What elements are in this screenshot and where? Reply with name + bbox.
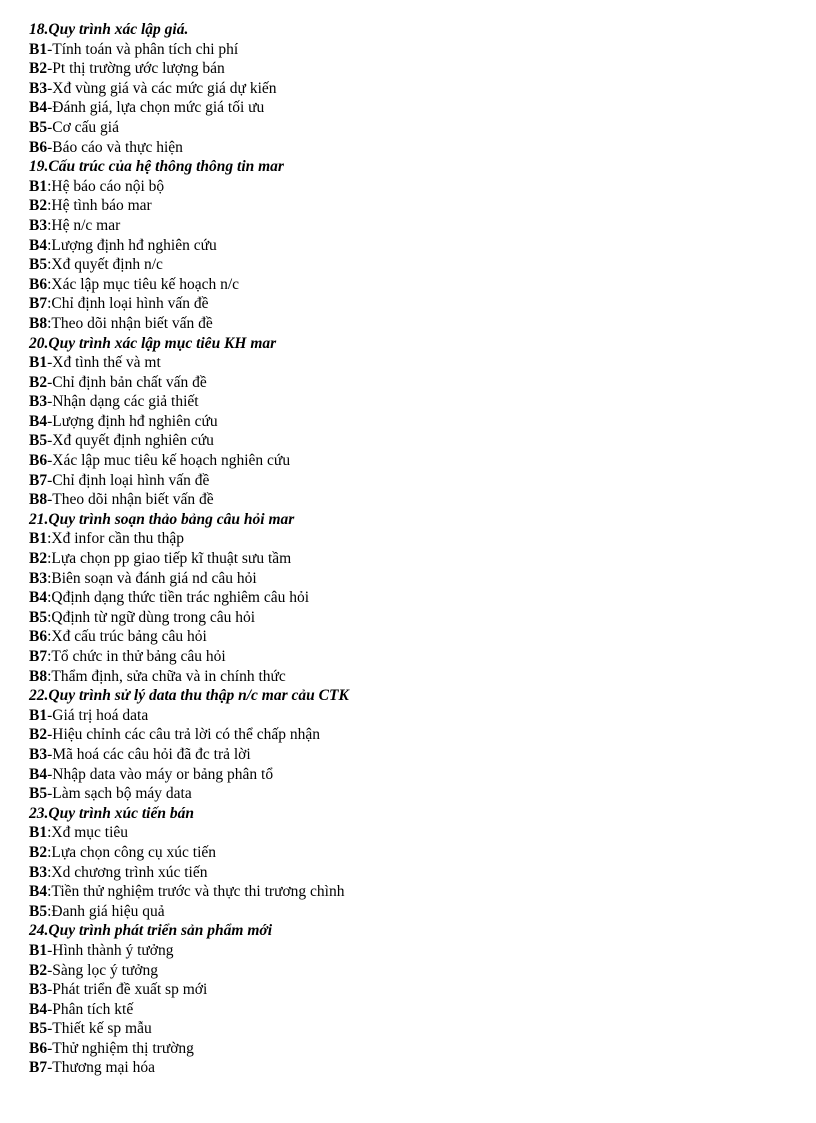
step-code: B4 [29, 99, 48, 117]
step-separator: : [47, 314, 52, 332]
step-separator: : [47, 628, 52, 646]
step-code: B1 [29, 706, 48, 724]
step-text: Lượng định hđ nghiên cứu [52, 412, 218, 430]
step-text: Theo dõi nhận biết vấn đề [51, 314, 213, 332]
step-text: Theo dõi nhận biết vấn đề [52, 491, 214, 509]
step-text: Thiết kế sp mẫu [52, 1020, 152, 1038]
step-separator: - [47, 785, 53, 803]
step-item [29, 412, 799, 432]
step-text: Xđ vùng giá và các mức giá dự kiến [52, 79, 277, 97]
step-item [29, 471, 799, 491]
step-text: Chỉ định loại hình vấn đề [51, 295, 209, 313]
step-code: B6 [29, 452, 48, 470]
step-item [29, 255, 799, 275]
step-item [29, 784, 799, 804]
step-item [29, 941, 799, 961]
step-text: Hiệu chỉnh các câu trả lời có thể chấp nhận [52, 726, 320, 744]
step-separator: - [47, 941, 53, 959]
step-code: B7 [29, 1059, 48, 1077]
section-heading: 22.Quy trình sử lý data thu thập n/c mar cảu CTK [29, 687, 349, 705]
section-heading: 19.Cấu trúc của hệ thông thông tin mar [29, 158, 284, 176]
step-separator: : [47, 275, 52, 293]
step-separator: - [47, 79, 53, 97]
step-code: B5 [29, 1020, 48, 1038]
step-code: B6 [29, 138, 48, 156]
step-text: Báo cáo và thực hiện [52, 138, 183, 156]
step-code: B5 [29, 608, 48, 626]
step-separator: - [47, 1000, 53, 1018]
step-code: B2 [29, 373, 48, 391]
step-item [29, 118, 799, 138]
step-text: Chỉ định bản chất vấn đề [52, 373, 207, 391]
step-text: Hình thành ý tưởng [52, 941, 174, 959]
step-code: B6 [29, 275, 48, 293]
step-text: Nhập data vào máy or bảng phân tổ [52, 765, 274, 783]
step-text: Sàng lọc ý tưởng [52, 961, 158, 979]
step-code: B3 [29, 79, 48, 97]
step-code: B1 [29, 530, 48, 548]
step-item [29, 1058, 799, 1078]
step-separator: - [47, 40, 53, 58]
section-heading: 18.Quy trình xác lập giá. [29, 21, 189, 38]
step-item [29, 980, 799, 1000]
step-item [29, 745, 799, 765]
step-text: Lựa chọn pp giao tiếp kĩ thuật sưu tầm [51, 550, 292, 568]
step-text: Thử nghiệm thị trường [52, 1039, 194, 1057]
step-separator: : [47, 256, 52, 274]
step-code: B1 [29, 177, 48, 195]
step-text: Nhận dạng các giả thiết [52, 393, 199, 411]
step-text: Tổ chức in thử bảng câu hỏi [51, 648, 226, 665]
step-text: Xđ tình thế và mt [52, 354, 161, 372]
step-code: B3 [29, 216, 48, 234]
step-separator: - [47, 432, 53, 450]
step-text: Xđ infor cần thu thập [51, 530, 184, 548]
step-separator: - [47, 981, 53, 999]
step-code: B4 [29, 765, 48, 783]
step-separator: : [47, 197, 52, 215]
step-item [29, 882, 799, 902]
step-separator: - [47, 412, 53, 430]
step-separator: - [47, 118, 53, 136]
step-item [29, 588, 799, 608]
step-separator: - [47, 354, 53, 372]
step-text: Tính toán và phân tích chi phí [52, 40, 239, 58]
step-separator: - [47, 452, 53, 470]
step-code: B3 [29, 745, 48, 763]
step-code: B4 [29, 883, 48, 901]
step-item [29, 196, 799, 216]
step-text: Xác lập mục tiêu kế hoạch n/c [51, 275, 240, 293]
step-text: Qđịnh từ ngữ dùng trong câu hỏi [51, 608, 256, 626]
step-item [29, 1000, 799, 1020]
step-code: B3 [29, 569, 48, 587]
step-item [29, 863, 799, 883]
step-item [29, 314, 799, 334]
step-code: B5 [29, 432, 48, 450]
step-separator: - [47, 1039, 53, 1057]
document-body [29, 20, 799, 1078]
step-separator: : [47, 902, 52, 920]
step-separator: - [47, 726, 53, 744]
step-text: Giá trị hoá data [52, 706, 149, 724]
step-text: Tiền thử nghiệm trước và thực thi trương chình [51, 883, 345, 901]
step-separator: - [47, 706, 53, 724]
section-heading: 23.Quy trình xúc tiến bán [29, 804, 194, 822]
step-separator: - [47, 745, 53, 763]
step-separator: : [47, 843, 52, 861]
step-item [29, 138, 799, 158]
step-text: Thương mại hóa [52, 1059, 155, 1077]
step-separator: : [47, 589, 52, 607]
section-heading: 20.Quy trình xác lập mục tiêu KH mar [29, 334, 277, 352]
step-code: B4 [29, 236, 48, 254]
step-item [29, 529, 799, 549]
step-item [29, 40, 799, 60]
step-item [29, 490, 799, 510]
step-separator: : [47, 863, 52, 881]
step-separator: : [47, 667, 52, 685]
step-item [29, 725, 799, 745]
step-item [29, 627, 799, 647]
step-item [29, 373, 799, 393]
step-text: Hệ tình báo mar [51, 197, 152, 215]
step-code: B2 [29, 60, 48, 78]
step-code: B3 [29, 981, 48, 999]
step-separator: : [47, 216, 52, 234]
step-text: Làm sạch bộ máy data [52, 785, 192, 803]
step-text: Cơ cấu giá [52, 118, 119, 136]
step-code: B1 [29, 40, 48, 58]
step-item [29, 843, 799, 863]
step-separator: : [47, 569, 52, 587]
step-code: B5 [29, 118, 48, 136]
step-code: B7 [29, 648, 48, 665]
step-item [29, 236, 799, 256]
step-item [29, 431, 799, 451]
step-separator: - [47, 138, 53, 156]
step-item [29, 177, 799, 197]
step-text: Lựa chọn công cụ xúc tiến [51, 843, 217, 861]
step-separator: - [47, 393, 53, 411]
step-text: Hệ n/c mar [51, 216, 121, 234]
step-item [29, 98, 799, 118]
step-separator: - [47, 60, 53, 78]
step-separator: - [47, 471, 53, 489]
step-item [29, 647, 799, 667]
step-code: B7 [29, 471, 48, 489]
step-separator: : [47, 550, 52, 568]
step-item [29, 608, 799, 628]
step-text: Xđ quyết định nghiên cứu [52, 432, 214, 450]
step-separator: - [47, 373, 53, 391]
step-item [29, 667, 799, 687]
step-separator: : [47, 824, 52, 842]
step-item [29, 1019, 799, 1039]
step-separator: : [47, 648, 52, 665]
step-item [29, 1039, 799, 1059]
step-item [29, 275, 799, 295]
step-text: Phân tích ktế [52, 1000, 134, 1018]
step-separator: : [47, 883, 52, 901]
step-item [29, 216, 799, 236]
step-separator: - [47, 961, 53, 979]
step-item [29, 902, 799, 922]
step-code: B2 [29, 961, 48, 979]
step-separator: - [47, 99, 53, 117]
step-text: Mã hoá các câu hỏi đã đc trả lời [52, 745, 251, 763]
step-code: B1 [29, 941, 48, 959]
step-item [29, 823, 799, 843]
step-text: Hệ báo cáo nội bộ [51, 177, 165, 195]
step-text: Qđịnh dạng thức tiền trác nghiêm câu hỏi [51, 589, 310, 607]
step-code: B1 [29, 354, 48, 372]
step-text: Xd chương trình xúc tiến [51, 863, 208, 881]
step-separator: : [47, 295, 52, 313]
step-code: B4 [29, 412, 48, 430]
step-text: Pt thị trường ước lượng bán [52, 60, 225, 78]
step-code: B5 [29, 256, 48, 274]
step-code: B7 [29, 295, 48, 313]
step-code: B4 [29, 1000, 48, 1018]
step-code: B4 [29, 589, 48, 607]
step-text: Biên soạn và đánh giá nd câu hỏi [51, 569, 257, 587]
step-item [29, 79, 799, 99]
step-item [29, 353, 799, 373]
step-separator: : [47, 608, 52, 626]
step-text: Phát triển đề xuất sp mới [52, 981, 208, 999]
step-separator: - [47, 1020, 53, 1038]
step-code: B5 [29, 785, 48, 803]
step-code: B5 [29, 902, 48, 920]
step-code: B1 [29, 824, 48, 842]
step-item [29, 961, 799, 981]
step-code: B2 [29, 550, 48, 568]
step-code: B6 [29, 628, 48, 646]
step-code: B2 [29, 197, 48, 215]
step-code: B3 [29, 863, 48, 881]
step-code: B8 [29, 314, 48, 332]
step-code: B8 [29, 491, 48, 509]
step-item [29, 59, 799, 79]
step-separator: - [47, 491, 53, 509]
step-text: Đánh giá, lựa chọn mức giá tối ưu [52, 99, 265, 117]
step-text: Xđ cấu trúc bảng câu hỏi [51, 628, 207, 646]
step-text: Lượng định hđ nghiên cứu [51, 236, 217, 254]
step-code: B8 [29, 667, 48, 685]
step-separator: : [47, 177, 52, 195]
step-item [29, 294, 799, 314]
step-item [29, 451, 799, 471]
step-text: Xđ mục tiêu [51, 824, 129, 842]
section-heading: 24.Quy trình phát triển sản phẩm mới [29, 922, 273, 940]
step-code: B2 [29, 843, 48, 861]
step-separator: - [47, 765, 53, 783]
step-text: Xác lập muc tiêu kế hoạch nghiên cứu [52, 452, 291, 470]
step-item [29, 392, 799, 412]
step-item [29, 765, 799, 785]
step-item [29, 569, 799, 589]
section-heading: 21.Quy trình soạn thảo bảng câu hỏi mar [29, 510, 295, 528]
step-code: B2 [29, 726, 48, 744]
step-text: Xđ quyết định n/c [51, 256, 163, 274]
step-text: Đanh giá hiệu quả [51, 902, 165, 920]
step-separator: - [47, 1059, 53, 1077]
step-code: B6 [29, 1039, 48, 1057]
step-item [29, 706, 799, 726]
step-code: B3 [29, 393, 48, 411]
step-separator: : [47, 236, 52, 254]
step-separator: : [47, 530, 52, 548]
step-text: Thẩm định, sửa chữa và in chính thức [51, 667, 286, 685]
step-text: Chỉ định loại hình vấn đề [52, 471, 210, 489]
step-item [29, 549, 799, 569]
